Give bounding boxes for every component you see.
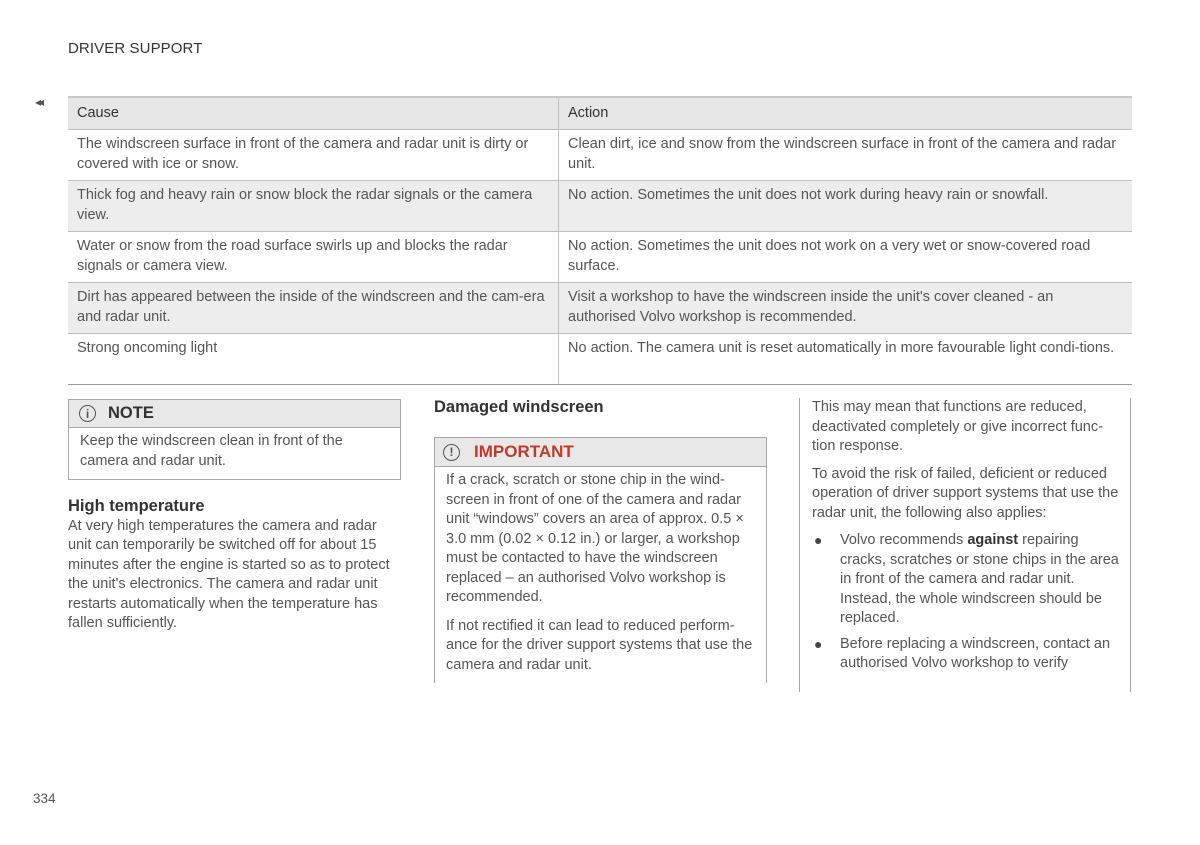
important-header	[435, 438, 766, 467]
cause-cell: Water or snow from the road surface swirls up and blocks the radar signals or camera view.	[68, 232, 559, 283]
column-three	[799, 398, 1131, 692]
bullet-text: Before replacing a windscreen, contact an authorised Volvo workshop to verify	[840, 635, 1111, 671]
important-body	[435, 467, 766, 675]
info-icon: i	[79, 405, 96, 422]
cause-cell: The windscreen surface in front of the camera and radar unit is dirty or covered with ice or snow.	[68, 130, 559, 181]
note-header	[69, 400, 400, 428]
important-paragraph: If not rectified it can lead to reduced perform-ance for the driver support systems that use the camera and radar unit.	[446, 617, 753, 673]
table-header-row	[68, 97, 1132, 130]
cause-action-table	[68, 96, 1132, 385]
table-row	[68, 334, 1132, 385]
bullet-list	[812, 531, 1120, 674]
body-paragraph: To avoid the risk of failed, deficient or reduced operation of driver support systems that use the radar unit, the following also applies:	[812, 465, 1119, 521]
bullet-icon: ●	[814, 532, 823, 548]
action-cell: No action. The camera unit is reset automatically in more favourable light condi-tions.	[559, 334, 1133, 385]
list-item	[812, 635, 1120, 674]
damaged-windscreen-heading: Damaged windscreen	[434, 398, 604, 416]
high-temperature-heading: High temperature	[68, 497, 205, 515]
list-item	[812, 531, 1120, 629]
action-cell: Clean dirt, ice and snow from the windscreen surface in front of the camera and radar unit.	[559, 130, 1133, 181]
bullet-text-prefix: Volvo recommends	[840, 532, 968, 548]
action-cell: No action. Sometimes the unit does not work on a very wet or snow-covered road surface.	[559, 232, 1133, 283]
page-number: 334	[33, 791, 56, 806]
cause-cell: Strong oncoming light	[68, 334, 559, 385]
note-title: NOTE	[108, 404, 154, 422]
body-paragraph: This may mean that functions are reduced, deactivated completely or give incorrect func-tion response.	[812, 399, 1103, 454]
exclamation-icon: !	[443, 444, 460, 461]
continued-marker-icon: ◂◂	[35, 95, 42, 109]
action-cell: Visit a workshop to have the windscreen inside the unit's cover cleaned - an authorised Volvo workshop is recommended.	[559, 283, 1133, 334]
table-row	[68, 181, 1132, 232]
column-header-action: Action	[559, 97, 1133, 130]
action-cell: No action. Sometimes the unit does not work during heavy rain or snowfall.	[559, 181, 1133, 232]
bullet-emphasis: against	[967, 532, 1019, 548]
important-paragraph: If a crack, scratch or stone chip in the wind-screen in front of one of the camera and radar unit “windows” covers an area of approx. 0.5 × 3.0 mm (0.02 × 0.12 in.) or larger, a workshop must be contacted to have the windscreen replaced – an authorised Volvo workshop is recommended.	[446, 472, 744, 605]
column-header-cause: Cause	[68, 97, 559, 130]
section-title: DRIVER SUPPORT	[68, 40, 203, 57]
cause-cell: Dirt has appeared between the inside of the windscreen and the cam-era and radar unit.	[68, 283, 559, 334]
cause-cell: Thick fog and heavy rain or snow block the radar signals or the camera view.	[68, 181, 559, 232]
table-row	[68, 130, 1132, 181]
bullet-text-suffix: repairing cracks, scratches or stone chips in the area in front of the camera and radar unit. Instead, the whole windscreen should be replaced.	[840, 532, 1119, 626]
important-title: IMPORTANT	[474, 442, 574, 461]
high-temperature-section	[68, 497, 400, 634]
damaged-windscreen-heading-wrap	[434, 398, 766, 418]
note-text: Keep the windscreen clean in front of the camera and radar unit.	[80, 433, 343, 469]
important-box	[434, 437, 767, 683]
high-temperature-text: At very high temperatures the camera and radar unit can temporarily be switched off for about 15 minutes after the engine is started so as to protect the unit's electronics. The camera and radar unit restarts automatically when the temperature has fallen sufficiently.	[68, 517, 390, 631]
bullet-icon: ●	[814, 635, 823, 652]
table-row	[68, 283, 1132, 334]
note-box	[68, 399, 401, 480]
table-row	[68, 232, 1132, 283]
